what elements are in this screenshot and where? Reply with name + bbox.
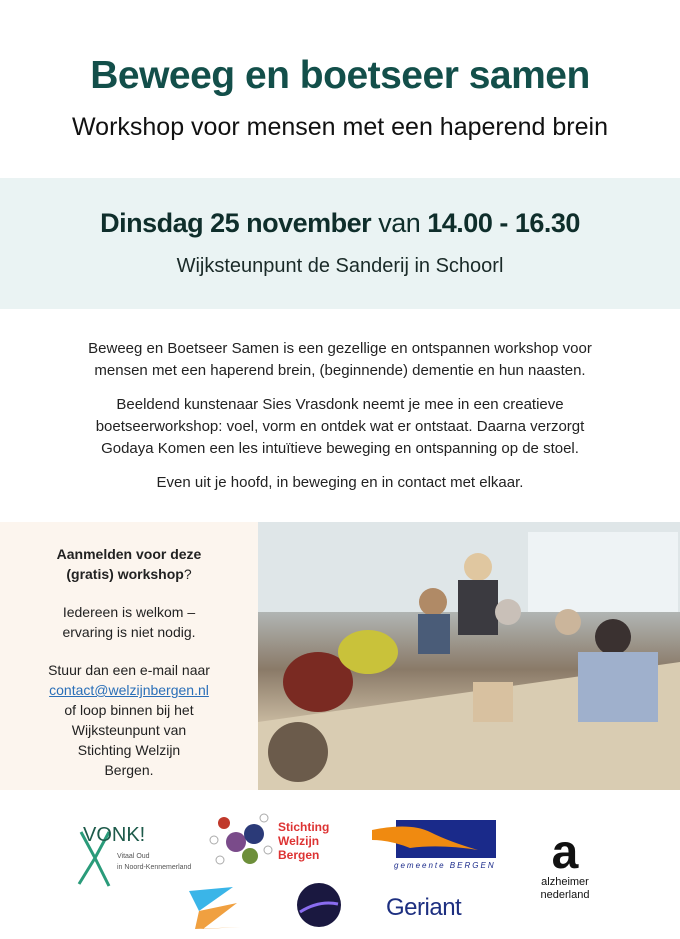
- gemeente-name: gemeente BERGEN: [394, 861, 496, 870]
- event-from: van: [378, 208, 421, 238]
- signup-heading-suffix: ?: [183, 566, 192, 582]
- alzheimer-mark: a: [551, 826, 579, 879]
- logo-circle: [296, 882, 342, 933]
- mail-outro: of loop binnen bij het Wijksteunpunt van Stichting Welzijn Bergen.: [64, 702, 194, 778]
- logo-z: [185, 885, 241, 936]
- event-time: 14.00 - 16.30: [427, 208, 580, 238]
- description: [60, 338, 620, 506]
- paragraph: Beeldend kunstenaar Sies Vrasdonk neemt je mee in een creatieve boetseerworkshop: voel, vorm en ontdek wat er ontstaat. Daarna verzorgt Godaya Komen een les intuïtieve beweging en ontspanning op de stoel.: [95, 396, 585, 457]
- logo-geriant: [386, 894, 461, 922]
- signup-panel: [0, 522, 258, 790]
- galaxy-logo-icon: [296, 882, 342, 928]
- welcome-text: Iedereen is welkom – ervaring is niet nodig.: [62, 604, 196, 640]
- signup-heading: Aanmelden voor deze (gratis) workshop: [56, 546, 202, 582]
- event-day: Dinsdag 25 november: [100, 208, 372, 238]
- sw-line2: Welzijn: [278, 834, 320, 848]
- page-title: Beweeg en boetseer samen: [90, 54, 590, 97]
- vonk-sub2: in Noord-Kennemerland: [117, 864, 192, 871]
- page-subtitle: Workshop voor mensen met een haperend brein: [72, 113, 608, 141]
- paragraph: Even uit je hoofd, in beweging en in contact met elkaar.: [156, 474, 524, 491]
- network-icon: [208, 810, 274, 870]
- event-date: [0, 208, 680, 239]
- mail-intro: Stuur dan een e-mail naar: [48, 662, 210, 678]
- vonk-sub1: Vitaal Oud: [117, 853, 150, 860]
- logo-alzheimer-nederland: [530, 826, 600, 910]
- partner-logos: [0, 790, 680, 939]
- geriant-name: Geriant: [386, 894, 462, 921]
- sw-line1: Stichting: [278, 820, 330, 834]
- logo-stichting-welzijn-bergen: [208, 810, 338, 874]
- z-logo-icon: [185, 885, 241, 931]
- sw-line3: Bergen: [278, 848, 320, 862]
- vonk-name: VONK!: [83, 824, 146, 846]
- event-location: Wijksteunpunt de Sanderij in Schoorl: [176, 255, 504, 277]
- workshop-photo: [258, 522, 680, 790]
- brush-stroke-icon: [370, 822, 480, 856]
- alzheimer-line1: alzheimer: [541, 876, 589, 888]
- logo-vonk: [75, 824, 205, 888]
- logo-gemeente-bergen: [370, 820, 500, 872]
- email-link[interactable]: contact@welzijnbergen.nl: [49, 682, 209, 698]
- event-band: [0, 178, 680, 309]
- photo-illustration: [258, 522, 680, 790]
- paragraph: Beweeg en Boetseer Samen is een gezellige en ontspannen workshop voor mensen met een haperend brein, (beginnende) dementie en hun naasten.: [88, 340, 592, 379]
- alzheimer-line2: nederland: [540, 889, 590, 901]
